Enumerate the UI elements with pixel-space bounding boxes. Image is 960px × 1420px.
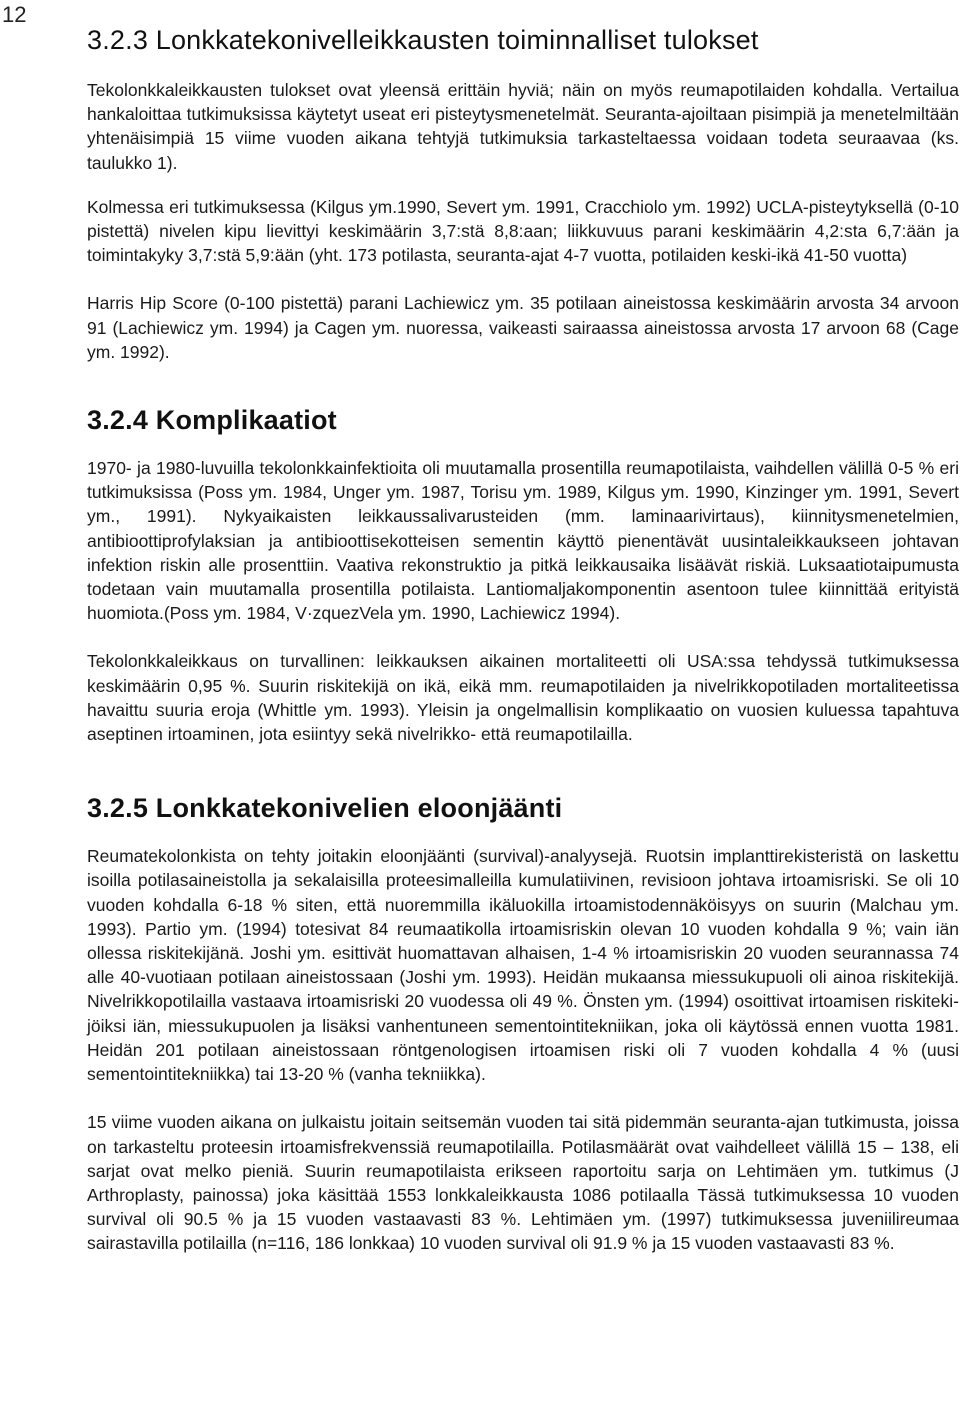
section-heading: 3.2.5 Lonkkatekonivelien eloonjäänti	[87, 793, 563, 824]
paragraph: 15 viime vuoden aikana on julkaistu joitain seitsemän vuoden tai sitä pidemmän seuranta-ajan tutkimusta, joissa on tarkasteltu proteesin irtoamisfrekvenssiä reumapotilailla. Potilasmäärät ovat vaihdelleet välillä 15 – 138, eli sarjat ovat melko pieniä. Suurin reumapotilaista erikseen raportoitu sarja on Lehtimäen ym. tutkimus (J Arthroplasty, painossa) joka käsittää 1553 lonkkaleikkausta 1086 potilaalla Tässä tutkimuksessa 10 vuoden survival oli 90.5 % ja 15 vuoden vastaavasti 83 %. Lehtimäen ym. (1997) tutkimuksessa juveniilireumaa sairastavilla potilailla (n=116, 186 lonkkaa) 10 vuoden survival oli 91.9 % ja 15 vuoden vastaavasti 83 %.	[87, 1112, 959, 1254]
paragraph: 1970- ja 1980-luvuilla tekolonkkainfektioita oli muutamalla prosentilla reumapotilaista, vaihdellen välillä 0-5 % eri tutkimuksissa (Poss ym. 1984, Unger ym. 1987, Torisu ym. 1989, Kilgus ym. 1990, Kinzinger ym. 1991, Severt ym., 1991). Nykyaikaisten leikkaussalivarusteiden (mm. laminaarivirtaus), kiinnitysmenetelmien, antibioottiprofylaksian ja antibioottisekotteisen sementin käyttö pienentävät uusintaleikkaukseen johtavan infektion riskin alle prosenttiin. Vaativa rekonstruktio ja pitkä leikkausaika lisäävät riskiä. Luksaatiotaipumusta todetaan vain muutamalla prosentilla potilaista. Lantiomaljakomponentin asentoon tulee kiinnittää erityistä huomiota.(Poss ym. 1984, V·zquezVela ym. 1990, Lachiewicz 1994).	[87, 458, 959, 624]
page-number: 12	[2, 2, 27, 27]
paragraph: Tekolonkkaleikkaus on turvallinen: leikkauksen aikainen mortaliteetti oli USA:ssa tehdyssä tutkimuksessa keskimäärin 0,95 %. Suurin riskitekijä on ikä, eikä mm. reumapotilaiden ja nivelrikkopotiladen mortaliteetissa havaittu suuria eroja (Whittle ym. 1993). Yleisin ja ongelmallisin komplikaatio on vuosien kuluessa tapahtuva aseptinen irtoaminen, jota esiintyy sekä nivelrikko- että reumapotilailla.	[87, 651, 959, 745]
paragraph: Kolmessa eri tutkimuksessa (Kilgus ym.1990, Severt ym. 1991, Cracchiolo ym. 1992) UCLA-pisteytyksellä (0-10 pistettä) nivelen kipu lievittyi keskimäärin 3,7:stä 8,8:aan; liikkuvuus parani keskimäärin 4,2:sta 6,7:ään ja toimintakyky 3,7:stä 5,9:ään (yht. 173 potilasta, seuranta-ajat 4-7 vuotta, potilaiden keski-ikä 41-50 vuotta)	[87, 196, 959, 266]
section-heading: 3.2.3 Lonkkatekonivelleikkausten toiminnalliset tulokset	[87, 25, 759, 55]
section-functional-results	[87, 22, 959, 364]
paragraph: Tekolonkkaleikkausten tulokset ovat yleensä erittäin hyviä; näin on myös reumapotilaiden kohdalla. Vertailua hankaloittaa tutkimuksissa käytetyt useat eri pisteytysmenetelmät. Seuranta-ajoiltaan pisimpiä ja menetelmiltään yhtenäisimpiä 15 viime vuoden aikana tehtyjä tutkimuksia tarkasteltaessa voidaan todeta seuraavaa (ks. taulukko 1).	[87, 80, 959, 173]
section-heading: 3.2.4 Komplikaatiot	[87, 405, 337, 436]
paragraph: Reumatekolonkista on tehty joitakin eloonjäänti (survival)-analyysejä. Ruotsin implanttirekisteristä on laskettu isoilla potilasaineistolla ja sekalaisilla proteesimalleilla kumulatiivinen, revisioon johtava irtoamisriski. Se oli 10 vuoden kohdalla 6-18 % siten, että nuoremmilla ikäluokilla irtoamistodennäköisyys on suurin (Malchau ym. 1993). Partio ym. (1994) totesivat 84 reumaatikolla irtoamisriskin olevan 10 vuoden kohdalla 9 %; vain iän ollessa riskitekijänä. Joshi ym. esittivät huomattavan alhaisen, 1-4 % irtoamisriskin 20 vuoden seurannassa 74 alle 40-vuotiaan potilaan aineistossaan (Joshi ym. 1993). Heidän mukaansa miessukupuoli oli ainoa riskitekijä. Nivelrikkopotilailla vastaava irtoamisriski 20 vuodessa oli 49 %. Önsten ym. (1994) osoittivat irtoamisen riskitekijöiksi iän, miessukupuolen ja lisäksi vanhentuneen sementointitekniikan, joka oli käytössä ennen vuotta 1981. Heidän 201 potilaan aineistossaan röntgenologisen irtoamisen riski oli 7 vuoden kohdalla 4 % (uusi sementointitekniikka) tai 13-20 % (vanha tekniikka).	[87, 846, 959, 1085]
document-body	[87, 22, 959, 1256]
section-complications	[87, 402, 959, 746]
section-survival	[87, 790, 959, 1255]
paragraph: Harris Hip Score (0-100 pistettä) parani Lachiewicz ym. 35 potilaan aineistossa keskimäärin arvosta 34 arvoon 91 (Lachiewicz ym. 1994) ja Cagen ym. nuoressa, vaikeasti sairaassa aineistossa arvosta 17 arvoon 68 (Cage ym. 1992).	[87, 293, 959, 362]
